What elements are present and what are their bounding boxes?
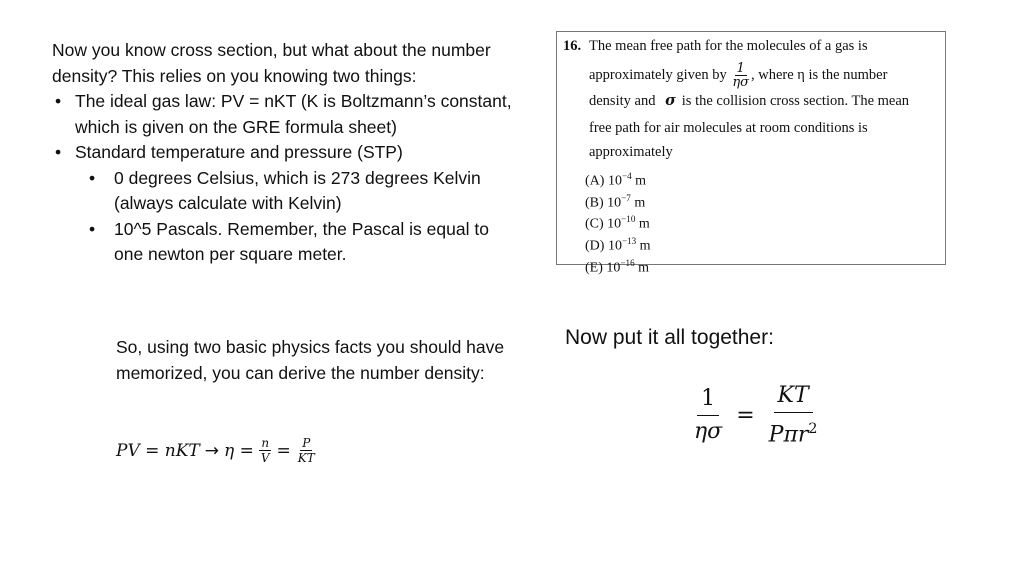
problem-line-3-pre: density and [589, 93, 656, 109]
sub-bullet-temperature: • 0 degrees Celsius, which is 273 degrees Kelvin (always calculate with Kelvin) [114, 166, 512, 217]
problem-line-2 [589, 62, 887, 89]
sigma-symbol: σ [665, 92, 676, 109]
intro-text: Now you know cross section, but what about the number density? This relies on you knowing two things: [52, 40, 491, 86]
problem-line-3-post: is the collision cross section. The mean [681, 93, 910, 109]
lhs-numerator: 1 [697, 385, 719, 416]
choice-c: (C) $10^{-10}$ m [585, 214, 650, 232]
problem-number: 16. [563, 38, 582, 54]
sub-bullet-pressure: • 10^5 Pascals. Remember, the Pascal is equal to one newton per square meter. [114, 217, 512, 268]
problem-frac-den: ησ [732, 75, 750, 90]
problem-line-4: free path for air molecules at room conditions is [589, 120, 868, 136]
rhs-fraction [765, 382, 822, 449]
problem-line-1: The mean free path for the molecules of a gas is [589, 38, 868, 54]
mean-free-path-equation [690, 382, 822, 449]
equals-sign: = [276, 440, 291, 461]
stp-sub-list [75, 166, 512, 268]
problem-line-2-post: , where η is the number [751, 66, 888, 83]
frac-denominator: KT [297, 451, 315, 465]
bullet-stp-label: Standard temperature and pressure (STP) [75, 142, 403, 162]
lhs-fraction [690, 385, 726, 446]
answer-choices [585, 168, 651, 276]
choice-a: (A) $10^{-4}$ m [585, 171, 647, 189]
choice-e: (E) $10^{-16}$ m [585, 257, 650, 276]
frac-numerator: P [302, 436, 311, 450]
eta-symbol: η = [224, 440, 254, 461]
problem-line-5: approximately [589, 144, 673, 160]
put-together-heading: Now put it all together: [565, 326, 774, 349]
fraction-p-over-kt [296, 436, 317, 465]
problem-line-2-pre: approximately given by [589, 66, 727, 83]
problem-fraction [732, 62, 749, 89]
derive-text: So, using two basic physics facts you should have memorized, you can derive the number density: [116, 337, 505, 383]
bullet-stp [75, 140, 512, 268]
ideal-gas-lhs: PV = nKT [116, 440, 200, 461]
rhs-denominator: Pπr$^2$ [768, 421, 818, 448]
problem-line-3 [589, 92, 909, 110]
frac-denominator: V [260, 451, 270, 465]
arrow-icon: → [204, 440, 220, 461]
problem-frac-num: 1 [736, 61, 745, 76]
rhs-numerator: KT [774, 382, 813, 413]
main-bullet-list [52, 89, 512, 268]
frac-numerator: n [261, 436, 270, 450]
problem-image [556, 31, 946, 276]
choice-b: (B) $10^{-7}$ m [585, 192, 646, 211]
bullet-ideal-gas-law: • The ideal gas law: PV = nKT (K is Boltzmann’s constant, which is given on the GRE formula sheet) [75, 89, 512, 140]
intro-block [52, 38, 512, 268]
fraction-n-over-v [259, 436, 272, 465]
number-density-equation [116, 436, 317, 465]
choice-d: (D) $10^{-13}$ m [585, 235, 651, 254]
equals-sign: = [736, 403, 755, 429]
lhs-denominator: ησ [694, 419, 723, 445]
